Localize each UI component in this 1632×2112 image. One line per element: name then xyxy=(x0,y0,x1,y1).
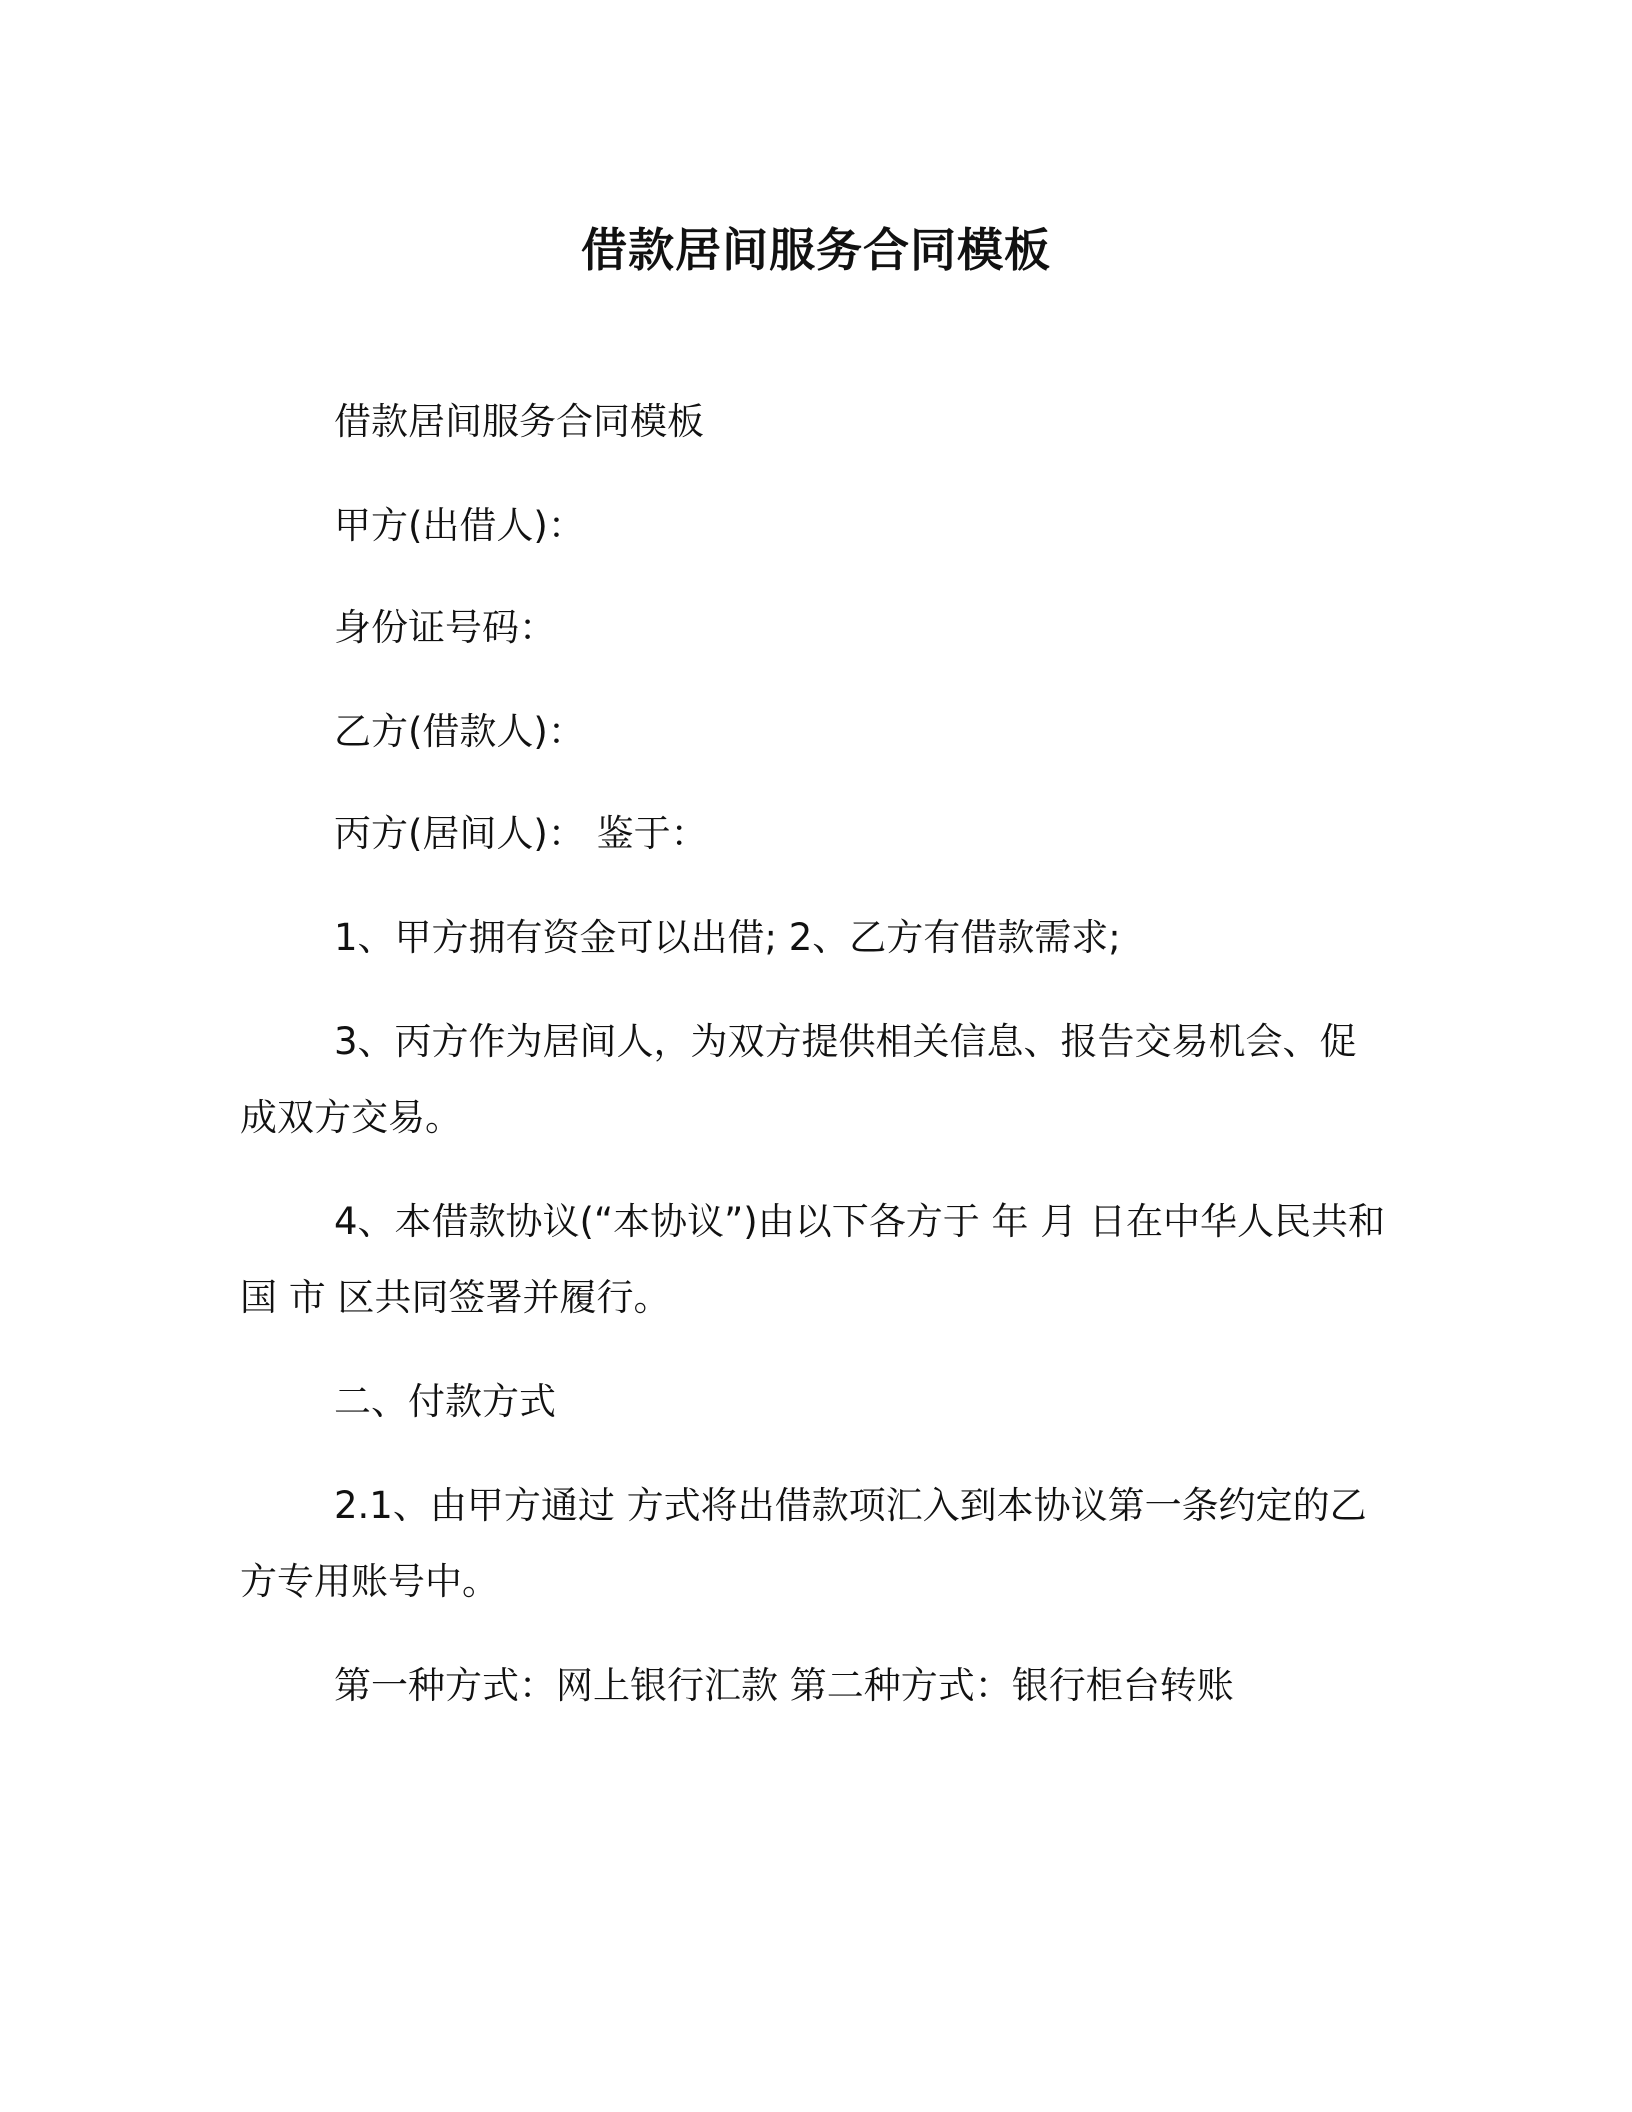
document-title: 借款居间服务合同模板 xyxy=(581,223,1051,277)
paragraph-subtitle: 借款居间服务合同模板 xyxy=(334,400,704,443)
paragraph-clause-2-1: 2.1、由甲方通过 方式将出借款项汇入到本协议第一条约定的乙方专用账号中。 xyxy=(240,1484,1367,1603)
paragraph-party-a: 甲方(出借人)： xyxy=(334,504,585,547)
paragraph-id-number: 身份证号码： xyxy=(334,606,556,649)
paragraph-clause-4: 4、本借款协议(“本协议”)由以下各方于 年 月 日在中华人民共和国 市 区共同签署并履行。 xyxy=(240,1200,1386,1319)
paragraph-clause-1-2: 1、甲方拥有资金可以出借; 2、乙方有借款需求; xyxy=(334,916,1121,959)
section-heading-payment: 二、付款方式 xyxy=(334,1380,556,1423)
paragraph-party-b: 乙方(借款人)： xyxy=(334,710,585,753)
paragraph-clause-3: 3、丙方作为居间人，为双方提供相关信息、报告交易机会、促成双方交易。 xyxy=(240,1020,1357,1139)
paragraph-payment-methods: 第一种方式：网上银行汇款 第二种方式：银行柜台转账 xyxy=(334,1664,1234,1707)
paragraph-party-c: 丙方(居间人)： 鉴于： xyxy=(334,812,708,855)
